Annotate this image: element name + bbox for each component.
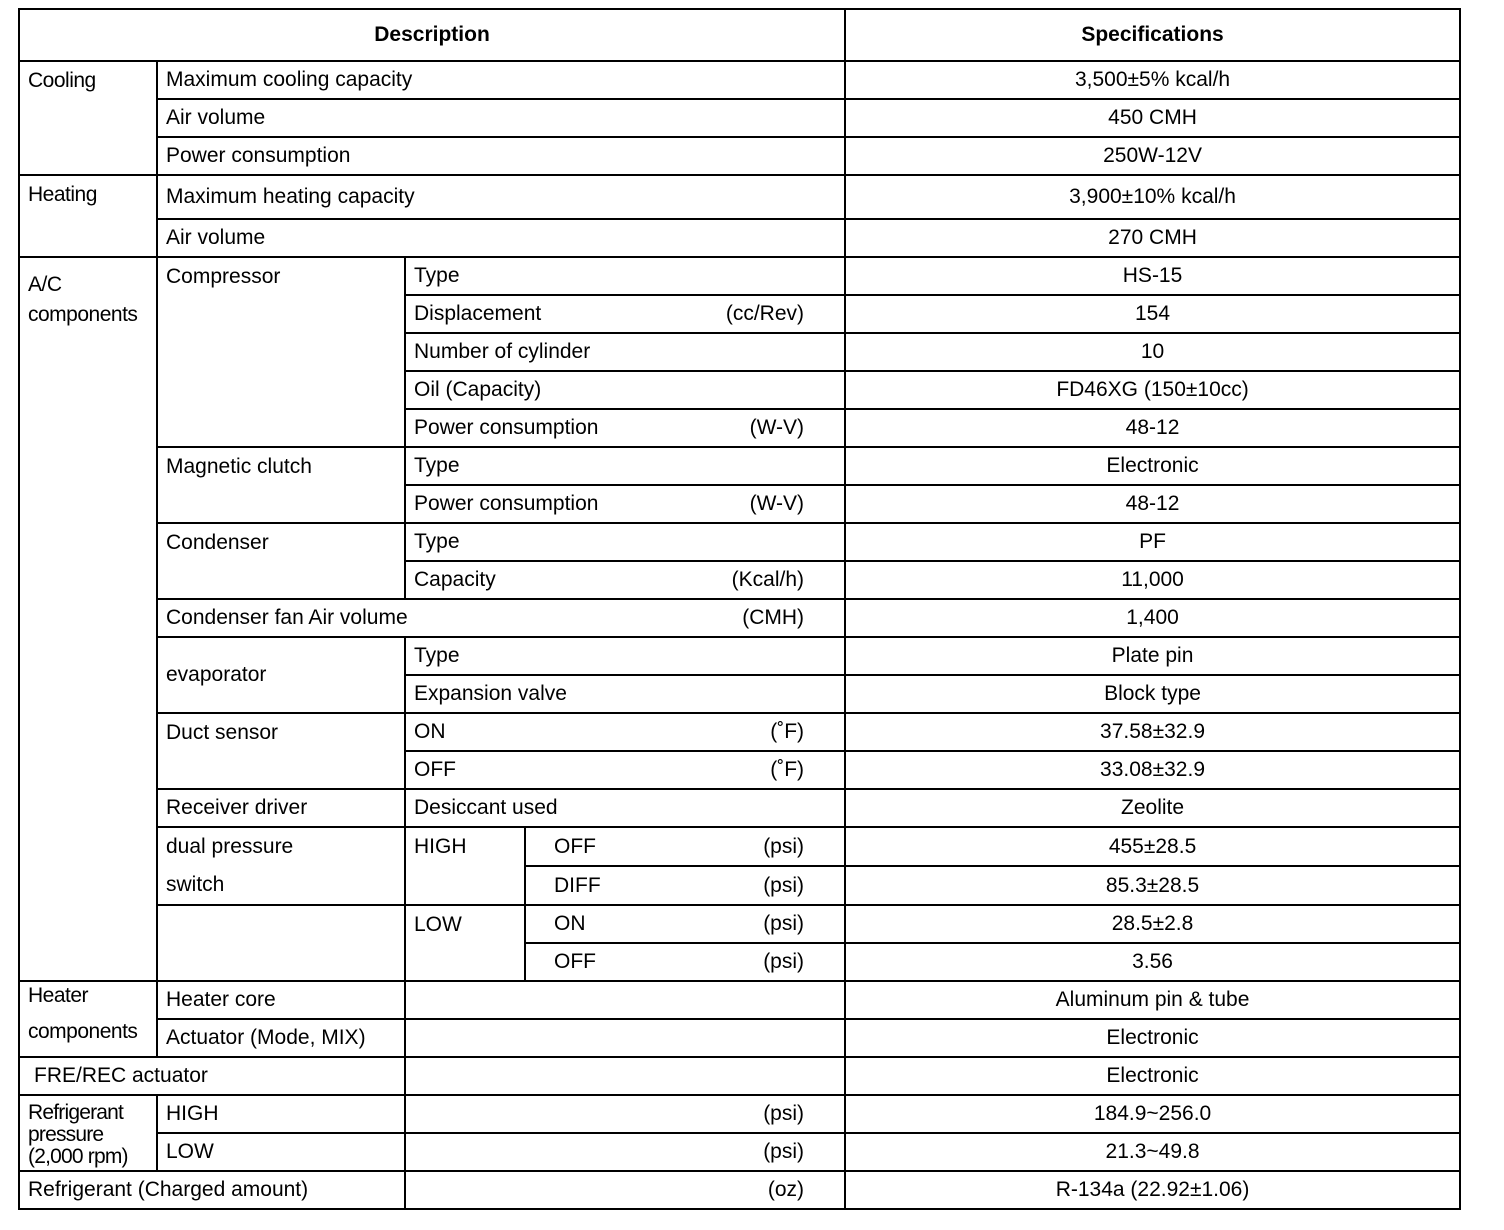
header-row bbox=[19, 9, 1460, 61]
specification-table bbox=[18, 8, 1461, 1210]
condenser-capacity-value: 11,000 bbox=[845, 561, 1460, 599]
cooling-power-value: 250W-12V bbox=[845, 137, 1460, 175]
heating-group-label: Heating bbox=[19, 175, 157, 257]
table-row bbox=[19, 447, 1460, 485]
table-row bbox=[19, 61, 1460, 99]
heating-capacity-label: Maximum heating capacity bbox=[157, 175, 845, 219]
actuator-blank bbox=[405, 1019, 845, 1057]
ref-pressure-line3: (2,000 rpm) bbox=[28, 1145, 128, 1168]
clutch-power-cell bbox=[405, 485, 845, 523]
compressor-type-value: HS-15 bbox=[845, 257, 1460, 295]
condenser-type-label: Type bbox=[405, 523, 845, 561]
compressor-type-label: Type bbox=[405, 257, 845, 295]
duct-off-label: OFF bbox=[414, 758, 456, 781]
low-on-value: 28.5±2.8 bbox=[845, 905, 1460, 943]
heater-label-line1: Heater bbox=[28, 984, 89, 1007]
ac-label-line1: A/C bbox=[28, 273, 62, 296]
compressor-label: Compressor bbox=[157, 257, 405, 447]
compressor-oil-label: Oil (Capacity) bbox=[405, 371, 845, 409]
low-off-unit: (psi) bbox=[763, 950, 805, 973]
receiver-label: Receiver driver bbox=[157, 789, 405, 827]
low-off-value: 3.56 bbox=[845, 943, 1460, 981]
table-row bbox=[19, 1019, 1460, 1057]
cooling-group-label: Cooling bbox=[19, 61, 157, 175]
evaporator-type-label: Type bbox=[405, 637, 845, 675]
cooling-capacity-label: Maximum cooling capacity bbox=[157, 61, 845, 99]
evaporator-type-value: Plate pin bbox=[845, 637, 1460, 675]
cooling-capacity-value: 3,500±5% kcal/h bbox=[845, 61, 1460, 99]
clutch-power-value: 48-12 bbox=[845, 485, 1460, 523]
clutch-power-unit: (W-V) bbox=[749, 492, 805, 515]
high-diff-label: DIFF bbox=[554, 873, 601, 897]
condenser-type-value: PF bbox=[845, 523, 1460, 561]
ac-group-label bbox=[19, 257, 157, 981]
compressor-power-value: 48-12 bbox=[845, 409, 1460, 447]
duct-sensor-label: Duct sensor bbox=[157, 713, 405, 789]
low-off-label: OFF bbox=[554, 950, 596, 973]
ref-high-unit: (psi) bbox=[763, 1102, 805, 1125]
fre-rec-label: FRE/REC actuator bbox=[19, 1057, 405, 1095]
compressor-displacement-cell bbox=[405, 295, 845, 333]
duct-off-value: 33.08±32.9 bbox=[845, 751, 1460, 789]
compressor-power-label: Power consumption bbox=[414, 416, 599, 439]
clutch-type-value: Electronic bbox=[845, 447, 1460, 485]
table-row bbox=[19, 905, 1460, 943]
high-label: HIGH bbox=[405, 827, 525, 905]
heater-core-label: Heater core bbox=[157, 981, 405, 1019]
low-off-cell bbox=[525, 943, 845, 981]
heater-group-label bbox=[19, 981, 157, 1057]
ref-low-unit: (psi) bbox=[763, 1140, 805, 1163]
condenser-label: Condenser bbox=[157, 523, 405, 599]
heating-capacity-value: 3,900±10% kcal/h bbox=[845, 175, 1460, 219]
refrigerant-value: R-134a (22.92±1.06) bbox=[845, 1171, 1460, 1209]
table-row bbox=[19, 713, 1460, 751]
table-row bbox=[19, 599, 1460, 637]
ref-high-unit-cell bbox=[405, 1095, 845, 1133]
low-on-label: ON bbox=[554, 912, 586, 935]
heating-air-volume-value: 270 CMH bbox=[845, 219, 1460, 257]
clutch-type-label: Type bbox=[405, 447, 845, 485]
compressor-displacement-label: Displacement bbox=[414, 302, 542, 325]
high-diff-value: 85.3±28.5 bbox=[845, 866, 1460, 905]
compressor-displacement-unit: (cc/Rev) bbox=[725, 302, 805, 325]
compressor-oil-value: FD46XG (150±10cc) bbox=[845, 371, 1460, 409]
table-row bbox=[19, 257, 1460, 295]
condenser-capacity-unit: (Kcal/h) bbox=[731, 568, 805, 591]
high-off-cell bbox=[525, 827, 845, 866]
clutch-label: Magnetic clutch bbox=[157, 447, 405, 523]
duct-on-label: ON bbox=[414, 720, 446, 743]
compressor-power-cell bbox=[405, 409, 845, 447]
condenser-fan-value: 1,400 bbox=[845, 599, 1460, 637]
ref-high-value: 184.9~256.0 bbox=[845, 1095, 1460, 1133]
high-off-unit: (psi) bbox=[763, 834, 805, 858]
cooling-air-volume-value: 450 CMH bbox=[845, 99, 1460, 137]
dual-switch-line2: switch bbox=[166, 873, 225, 896]
ref-pressure-line2: pressure bbox=[28, 1123, 104, 1146]
table-row bbox=[19, 99, 1460, 137]
dual-switch-blank bbox=[157, 905, 405, 981]
table-row bbox=[19, 827, 1460, 866]
heater-label-line2: components bbox=[28, 1020, 138, 1043]
specifications-header: Specifications bbox=[845, 9, 1460, 61]
duct-on-cell bbox=[405, 713, 845, 751]
low-on-unit: (psi) bbox=[763, 912, 805, 935]
heater-core-blank bbox=[405, 981, 845, 1019]
table-row bbox=[19, 1095, 1460, 1133]
table-row bbox=[19, 1171, 1460, 1209]
condenser-capacity-label: Capacity bbox=[414, 568, 496, 591]
duct-on-value: 37.58±32.9 bbox=[845, 713, 1460, 751]
low-label: LOW bbox=[405, 905, 525, 981]
ref-low-value: 21.3~49.8 bbox=[845, 1133, 1460, 1171]
table-row bbox=[19, 637, 1460, 675]
compressor-cylinders-value: 10 bbox=[845, 333, 1460, 371]
heating-air-volume-label: Air volume bbox=[157, 219, 845, 257]
low-on-cell bbox=[525, 905, 845, 943]
condenser-fan-cell bbox=[157, 599, 845, 637]
actuator-label: Actuator (Mode, MIX) bbox=[157, 1019, 405, 1057]
table-row bbox=[19, 1057, 1460, 1095]
fre-rec-value: Electronic bbox=[845, 1057, 1460, 1095]
duct-on-unit: (˚F) bbox=[770, 720, 805, 743]
ref-high-label: HIGH bbox=[157, 1095, 405, 1133]
refrigerant-unit: (oz) bbox=[767, 1178, 805, 1201]
fre-rec-blank bbox=[405, 1057, 845, 1095]
condenser-fan-label: Condenser fan Air volume bbox=[166, 606, 408, 629]
table-row bbox=[19, 219, 1460, 257]
ref-pressure-group-label bbox=[19, 1095, 157, 1171]
desiccant-label: Desiccant used bbox=[405, 789, 845, 827]
description-header: Description bbox=[19, 9, 845, 61]
dual-switch-line1: dual pressure bbox=[166, 835, 294, 858]
high-diff-unit: (psi) bbox=[763, 873, 805, 897]
table-row bbox=[19, 1133, 1460, 1171]
high-diff-cell bbox=[525, 866, 845, 905]
expansion-valve-label: Expansion valve bbox=[405, 675, 845, 713]
compressor-displacement-value: 154 bbox=[845, 295, 1460, 333]
high-off-label: OFF bbox=[554, 834, 596, 858]
dual-switch-label bbox=[157, 827, 405, 905]
table-row bbox=[19, 137, 1460, 175]
ref-pressure-line1: Refrigerant bbox=[28, 1101, 124, 1124]
cooling-power-label: Power consumption bbox=[157, 137, 845, 175]
condenser-capacity-cell bbox=[405, 561, 845, 599]
table-row bbox=[19, 789, 1460, 827]
ref-low-label: LOW bbox=[157, 1133, 405, 1171]
compressor-power-unit: (W-V) bbox=[749, 416, 805, 439]
ac-label-line2: components bbox=[28, 303, 138, 326]
desiccant-value: Zeolite bbox=[845, 789, 1460, 827]
duct-off-cell bbox=[405, 751, 845, 789]
heater-core-value: Aluminum pin & tube bbox=[845, 981, 1460, 1019]
duct-off-unit: (˚F) bbox=[770, 758, 805, 781]
cooling-air-volume-label: Air volume bbox=[157, 99, 845, 137]
ref-low-unit-cell bbox=[405, 1133, 845, 1171]
condenser-fan-unit: (CMH) bbox=[742, 606, 805, 629]
high-off-value: 455±28.5 bbox=[845, 827, 1460, 866]
table-row bbox=[19, 175, 1460, 219]
table-row bbox=[19, 981, 1460, 1019]
refrigerant-label: Refrigerant (Charged amount) bbox=[19, 1171, 405, 1209]
table-row bbox=[19, 523, 1460, 561]
evaporator-label: evaporator bbox=[157, 637, 405, 713]
actuator-value: Electronic bbox=[845, 1019, 1460, 1057]
compressor-cylinders-label: Number of cylinder bbox=[405, 333, 845, 371]
clutch-power-label: Power consumption bbox=[414, 492, 599, 515]
expansion-valve-value: Block type bbox=[845, 675, 1460, 713]
refrigerant-unit-cell bbox=[405, 1171, 845, 1209]
